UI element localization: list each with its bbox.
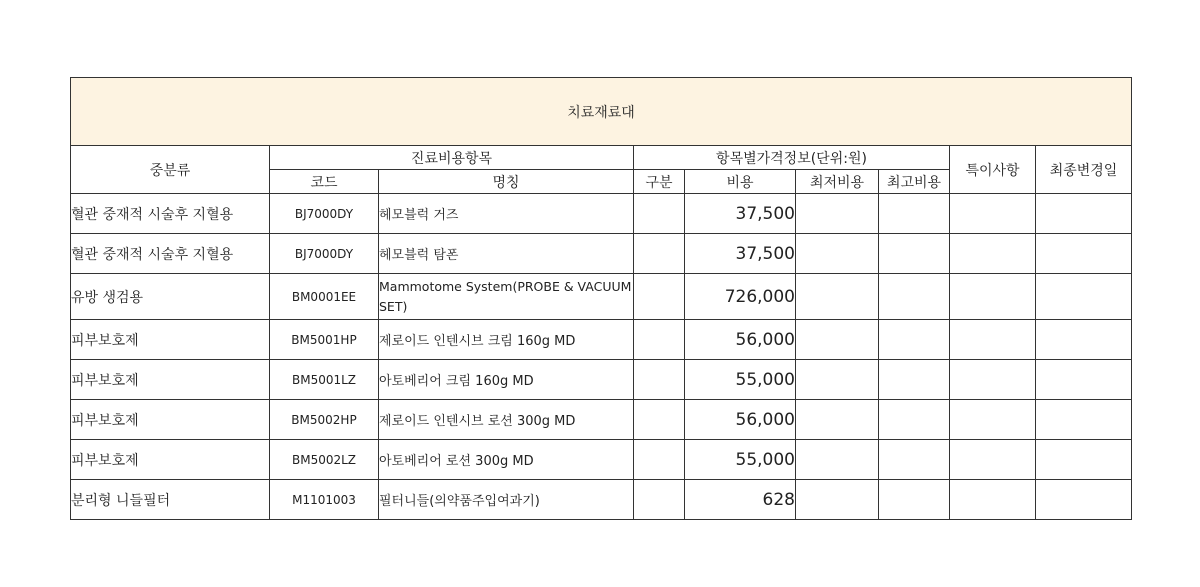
cell-cost: 726,000 [685, 274, 796, 320]
cell-min-cost [796, 400, 879, 440]
cell-category: 피부보호제 [71, 320, 270, 360]
cell-name: 아토베리어 로션 300g MD [379, 440, 634, 480]
header-division: 구분 [634, 170, 685, 194]
header-remarks: 특이사항 [950, 146, 1036, 194]
cell-name: 필터니들(의약품주입여과기) [379, 480, 634, 520]
cell-code: BJ7000DY [270, 234, 379, 274]
table-title-text: 치료재료대 [567, 104, 635, 121]
cell-category: 피부보호제 [71, 360, 270, 400]
cell-cost: 56,000 [685, 320, 796, 360]
header-price-info-group: 항목별가격정보(단위:원) [634, 146, 950, 170]
cell-name: 헤모블럭 거즈 [379, 194, 634, 234]
cell-max-cost [879, 274, 950, 320]
cell-division [634, 360, 685, 400]
cell-remarks [950, 320, 1036, 360]
cell-category: 피부보호제 [71, 440, 270, 480]
cell-division [634, 274, 685, 320]
table-row [71, 320, 1132, 360]
cell-code: M1101003 [270, 480, 379, 520]
cell-remarks [950, 274, 1036, 320]
header-last-modified: 최종변경일 [1036, 146, 1132, 194]
header-name: 명칭 [379, 170, 634, 194]
cell-max-cost [879, 234, 950, 274]
cell-max-cost [879, 440, 950, 480]
table-row [71, 440, 1132, 480]
header-code: 코드 [270, 170, 379, 194]
cell-min-cost [796, 234, 879, 274]
cell-last-modified [1036, 400, 1132, 440]
cell-category: 분리형 니들필터 [71, 480, 270, 520]
cell-name: Mammotome System(PROBE & VACUUM SET) [379, 274, 634, 320]
header-category: 중분류 [71, 146, 270, 194]
cell-remarks [950, 360, 1036, 400]
header-max-cost: 최고비용 [879, 170, 950, 194]
header-cost: 비용 [685, 170, 796, 194]
cell-cost: 37,500 [685, 234, 796, 274]
cell-max-cost [879, 480, 950, 520]
cell-min-cost [796, 320, 879, 360]
treatment-material-fee-table [70, 77, 1132, 520]
cell-remarks [950, 480, 1036, 520]
header-min-cost: 최저비용 [796, 170, 879, 194]
cell-cost: 55,000 [685, 360, 796, 400]
cell-min-cost [796, 194, 879, 234]
cell-division [634, 194, 685, 234]
cell-last-modified [1036, 194, 1132, 234]
cell-code: BJ7000DY [270, 194, 379, 234]
table-title [71, 78, 1132, 146]
cell-code: BM5002HP [270, 400, 379, 440]
cell-min-cost [796, 360, 879, 400]
cell-max-cost [879, 194, 950, 234]
cell-max-cost [879, 320, 950, 360]
cell-last-modified [1036, 360, 1132, 400]
cell-cost: 37,500 [685, 194, 796, 234]
cell-remarks [950, 194, 1036, 234]
cell-min-cost [796, 274, 879, 320]
table-row [71, 194, 1132, 234]
header-fee-item-group: 진료비용항목 [270, 146, 634, 170]
table-title-row [71, 78, 1132, 146]
cell-division [634, 320, 685, 360]
cell-last-modified [1036, 234, 1132, 274]
cell-category: 피부보호제 [71, 400, 270, 440]
cell-division [634, 234, 685, 274]
table-row [71, 234, 1132, 274]
cell-min-cost [796, 440, 879, 480]
cell-last-modified [1036, 440, 1132, 480]
cell-category: 혈관 중재적 시술후 지혈용 [71, 194, 270, 234]
cell-category: 유방 생검용 [71, 274, 270, 320]
cell-name: 아토베리어 크림 160g MD [379, 360, 634, 400]
cell-remarks [950, 440, 1036, 480]
cell-cost: 56,000 [685, 400, 796, 440]
cell-last-modified [1036, 274, 1132, 320]
cell-name: 헤모블럭 탐폰 [379, 234, 634, 274]
cell-cost: 55,000 [685, 440, 796, 480]
cell-min-cost [796, 480, 879, 520]
cell-division [634, 400, 685, 440]
cell-code: BM0001EE [270, 274, 379, 320]
cell-max-cost [879, 400, 950, 440]
cell-remarks [950, 234, 1036, 274]
cell-division [634, 480, 685, 520]
cell-code: BM5002LZ [270, 440, 379, 480]
cell-code: BM5001HP [270, 320, 379, 360]
cell-max-cost [879, 360, 950, 400]
table-row [71, 274, 1132, 320]
cell-last-modified [1036, 320, 1132, 360]
header-row-top [71, 146, 1132, 170]
cell-name: 제로이드 인텐시브 로션 300g MD [379, 400, 634, 440]
cell-division [634, 440, 685, 480]
cell-name: 제로이드 인텐시브 크림 160g MD [379, 320, 634, 360]
table-row [71, 360, 1132, 400]
table-row [71, 480, 1132, 520]
table-row [71, 400, 1132, 440]
cell-cost: 628 [685, 480, 796, 520]
cell-category: 혈관 중재적 시술후 지혈용 [71, 234, 270, 274]
cell-code: BM5001LZ [270, 360, 379, 400]
cell-last-modified [1036, 480, 1132, 520]
cell-remarks [950, 400, 1036, 440]
